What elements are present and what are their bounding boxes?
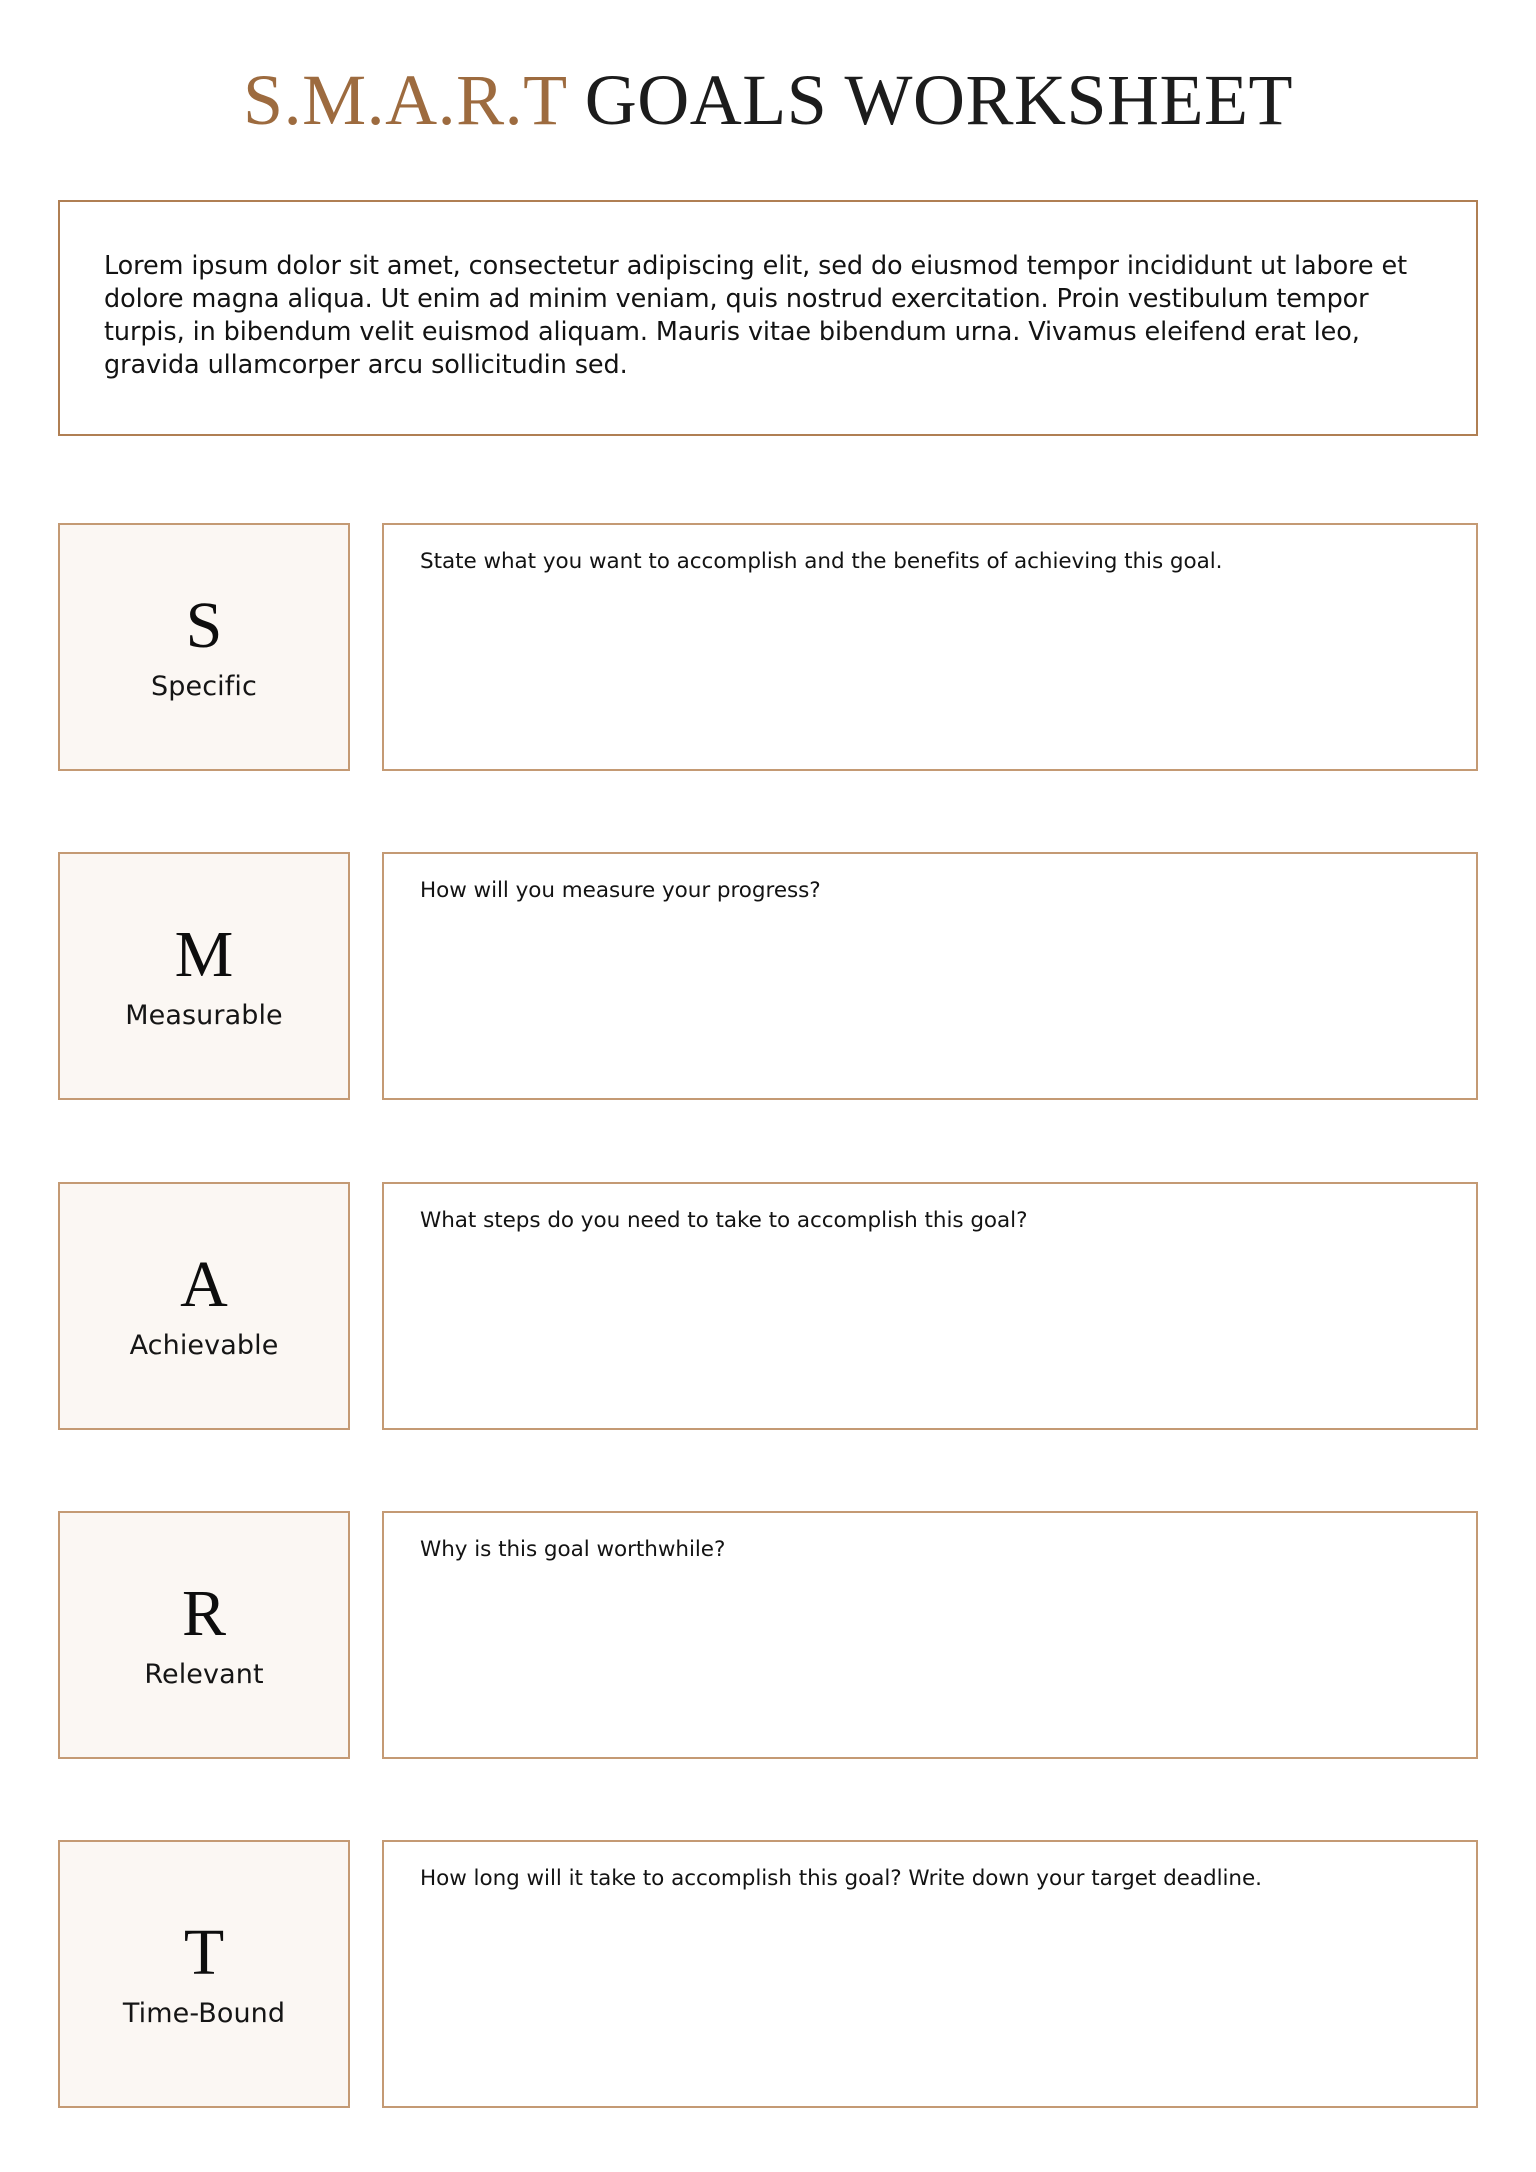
letter-label: Measurable	[125, 1000, 283, 1031]
answer-box-t[interactable]	[382, 1840, 1478, 2108]
intro-description-box[interactable]	[58, 200, 1478, 436]
letter-glyph: T	[183, 1916, 225, 1989]
letter-box-s	[58, 523, 350, 771]
letter-box-r	[58, 1511, 350, 1759]
page-title-accent: S.M.A.R.T	[243, 60, 567, 140]
smart-row	[0, 523, 1536, 771]
intro-paragraph: Lorem ipsum dolor sit amet, consectetur adipiscing elit, sed do eiusmod tempor incididunt ut labore et dolore magna aliqua. Ut enim ad minim veniam, quis nostrud exercitation. Proin vestibulum tempor turpis, in bibendum velit euismod aliquam. Mauris vitae bibendum urna. Vivamus eleifend erat leo, gravida ullamcorper arcu sollicitudin sed.	[104, 251, 1408, 380]
smart-row	[0, 1840, 1536, 2108]
page-title-rest: GOALS WORKSHEET	[566, 60, 1293, 140]
answer-box-s[interactable]	[382, 523, 1478, 771]
answer-box-m[interactable]	[382, 852, 1478, 1100]
smart-row	[0, 852, 1536, 1100]
smart-row	[0, 1182, 1536, 1430]
page-title	[0, 58, 1536, 142]
answer-prompt: How will you measure your progress?	[420, 878, 821, 903]
answer-box-r[interactable]	[382, 1511, 1478, 1759]
letter-glyph: A	[180, 1248, 228, 1321]
letter-label: Achievable	[129, 1330, 279, 1361]
letter-box-m	[58, 852, 350, 1100]
letter-box-t	[58, 1840, 350, 2108]
answer-prompt: State what you want to accomplish and the benefits of achieving this goal.	[420, 549, 1223, 574]
letter-label: Time-Bound	[122, 1998, 286, 2029]
letter-glyph: M	[174, 918, 234, 991]
letter-label: Relevant	[144, 1659, 264, 1690]
smart-row	[0, 1511, 1536, 1759]
letter-box-a	[58, 1182, 350, 1430]
letter-glyph: R	[181, 1577, 227, 1650]
answer-box-a[interactable]	[382, 1182, 1478, 1430]
answer-prompt: Why is this goal worthwhile?	[420, 1537, 726, 1562]
letter-glyph: S	[185, 589, 223, 662]
letter-label: Specific	[151, 671, 257, 702]
answer-prompt: How long will it take to accomplish this goal? Write down your target deadline.	[420, 1866, 1262, 1891]
answer-prompt: What steps do you need to take to accomplish this goal?	[420, 1208, 1028, 1233]
